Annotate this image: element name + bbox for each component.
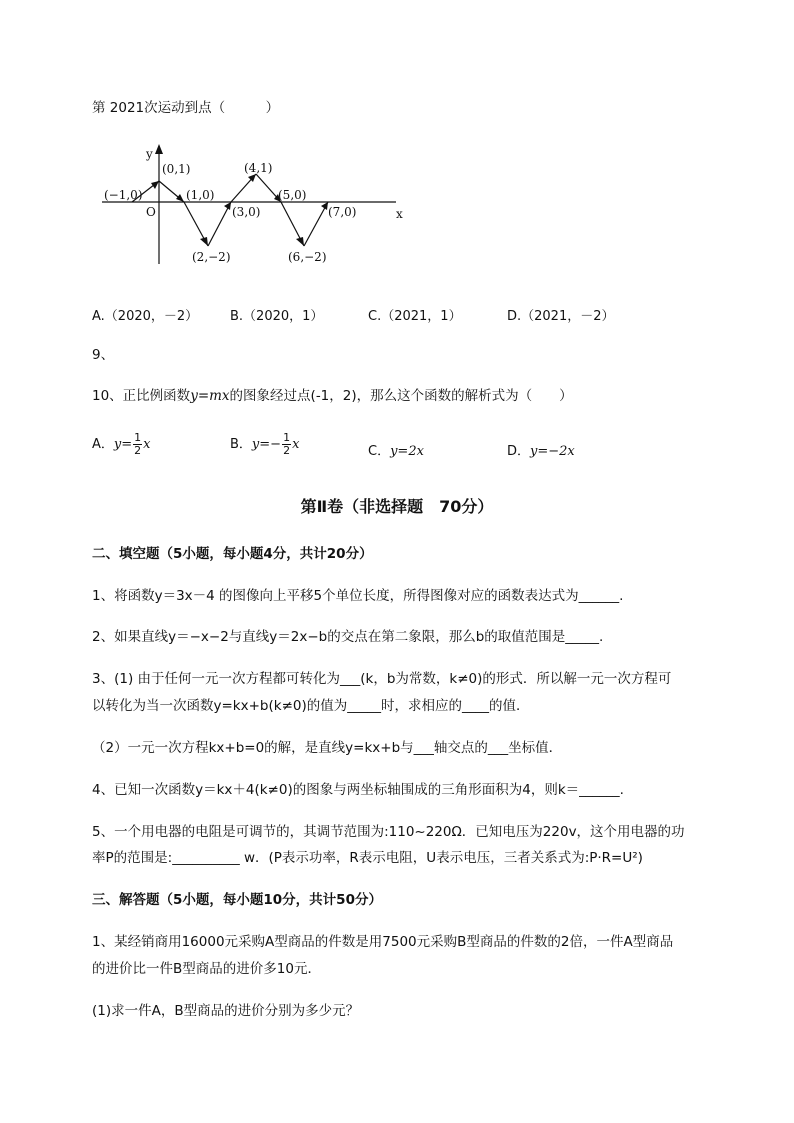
q10-function: y=mx	[190, 388, 230, 404]
point-label: (−1,0)	[104, 188, 143, 202]
arrowhead	[200, 237, 208, 246]
y-axis-arrow	[155, 144, 163, 154]
q10-stem-c: 的图象经过点(-1，2)，那么这个函数的解析式为（ ）	[229, 388, 573, 404]
q10-stem	[92, 386, 573, 406]
q8-option-d[interactable]: D.（2021，－2）	[507, 309, 615, 324]
fill-q5-line1: 5、一个用电器的电阻是可调节的，其调节范围为:110~220Ω．已知电压为220v，这个用电器的功	[92, 824, 685, 840]
option-label: C．	[368, 444, 391, 459]
q8-option-c[interactable]: C.（2021，1）	[368, 309, 462, 324]
section3-heading: 三、解答题（5小题，每小题10分，共计50分）	[92, 892, 382, 908]
fraction	[133, 432, 142, 457]
option-var: x	[292, 437, 300, 452]
fill-q5-line2: 率P的范围是:__________ w．(P表示功率，R表示电阻，U表示电压，三者关系式为:P·R=U²)	[92, 850, 643, 866]
q10-option-c[interactable]	[368, 440, 424, 459]
q8-option-a[interactable]: A.（2020，－2）	[92, 309, 199, 324]
numerator: 1	[134, 431, 142, 444]
point-label: (0,1)	[162, 162, 191, 176]
origin-label: O	[146, 205, 156, 219]
point-label: (6,−2)	[288, 250, 327, 264]
arrowhead	[296, 237, 304, 246]
point-label: (4,1)	[244, 161, 273, 175]
q10-option-b[interactable]	[230, 432, 299, 457]
option-expr: y=2x	[390, 444, 424, 459]
point-label: (2,−2)	[192, 250, 231, 264]
arrowhead	[176, 194, 184, 202]
fill-q1: 1、将函数y＝3x－4 的图像向上平移5个单位长度，所得图像对应的函数表达式为______.	[92, 588, 624, 604]
point-label: (1,0)	[186, 188, 215, 202]
zigzag-graph	[96, 144, 416, 274]
fraction	[282, 432, 291, 457]
q10-option-d[interactable]	[507, 440, 575, 459]
numerator: 1	[283, 431, 291, 444]
denominator: 2	[134, 444, 142, 457]
q10-option-a[interactable]	[92, 432, 151, 457]
denominator: 2	[283, 444, 291, 457]
fill-q2: 2、如果直线y＝−x−2与直线y＝2x−b的交点在第二象限，那么b的取值范围是_____.	[92, 629, 604, 645]
option-expr: y=−	[251, 437, 282, 452]
point-label: (5,0)	[278, 188, 307, 202]
q10-stem-a: 10、正比例函数	[92, 388, 191, 404]
fill-q3-line1: 3、(1) 由于任何一元一次方程都可转化为___(k，b为常数，k≠0)的形式．所以解一元一次方程可	[92, 671, 672, 687]
arrowhead	[151, 181, 159, 189]
fill-q3-line2: 以转化为当一次函数y=kx+b(k≠0)的值为_____时，求相应的____的值．	[92, 698, 530, 714]
q8-stem: 第 2021次运动到点（ ）	[92, 100, 280, 116]
part2-title: 第Ⅱ卷（非选择题 70分）	[300, 497, 494, 516]
solve-q1-part1: (1)求一件A，B型商品的进价分别为多少元？	[92, 1003, 360, 1019]
fill-q3-part2: （2）一元一次方程kx+b=0的解，是直线y=kx+b与___轴交点的___坐标值．	[92, 740, 563, 756]
option-label: A．	[92, 437, 114, 452]
point-label: (7,0)	[328, 205, 357, 219]
fill-q4: 4、已知一次函数y＝kx＋4(k≠0)的图象与两坐标轴围成的三角形面积为4，则k＝______.	[92, 782, 624, 798]
option-expr: y=−2x	[530, 444, 575, 459]
option-label: D．	[507, 444, 531, 459]
q8-option-b[interactable]: B.（2020，1）	[230, 309, 324, 324]
point-label: (3,0)	[232, 205, 261, 219]
solve-q1-line2: 的进价比一件B型商品的进价多10元．	[92, 961, 321, 977]
option-expr: y=	[113, 437, 133, 452]
section2-heading: 二、填空题（5小题，每小题4分，共计20分）	[92, 546, 373, 562]
q9-number: 9、	[92, 347, 115, 363]
option-var: x	[143, 437, 151, 452]
option-label: B．	[230, 437, 252, 452]
solve-q1-line1: 1、某经销商用16000元采购A型商品的件数是用7500元采购B型商品的件数的2倍，一件A型商品	[92, 934, 674, 950]
y-axis-label: y	[146, 147, 153, 161]
x-axis-label: x	[396, 207, 403, 221]
